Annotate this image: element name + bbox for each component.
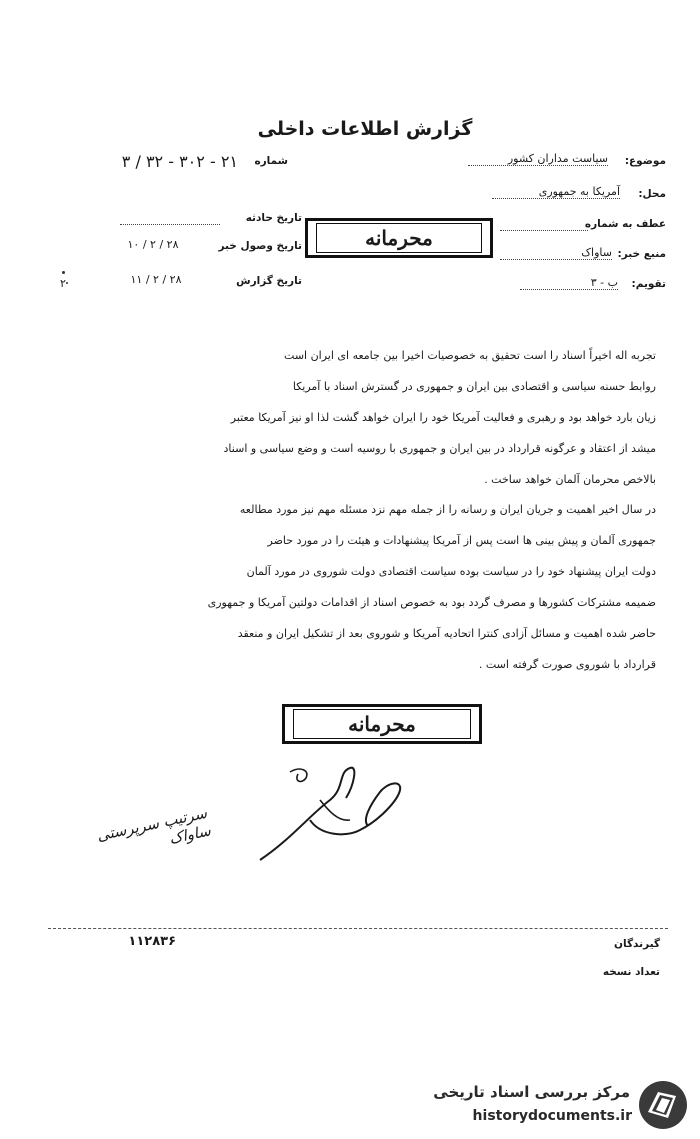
number-value: ۲۱ - ۳۰۲ - ۳۲ / ۳ [121, 152, 238, 171]
event-date-blank [120, 224, 220, 225]
text-line: روابط حسنه سیاسی و اقتصادی بین ایران و جمهوری در گسترش اسناد با آمریکا [292, 380, 656, 393]
classification-stamp-bottom [282, 704, 482, 744]
paragraph-1 [80, 340, 656, 495]
report-date-value: ۲۸ / ۲ / ۱۱ [130, 273, 182, 286]
ref-blank [500, 230, 588, 231]
text-line: بالاخص محرمان آلمان خواهد ساخت . [484, 473, 656, 486]
handwritten-note: سرتیپ سرپرستی ساواک [95, 803, 213, 848]
report-date-label: تاریخ گزارش [236, 275, 302, 287]
ref-label: عطف به شماره [584, 218, 666, 230]
text-line: قرارداد با شوروی صورت گرفته است . [478, 658, 656, 671]
text-line: جمهوری آلمان و پیش بینی ها است پس از آمریکا پیشنهادات و هیئت را در مورد حاضر [267, 534, 656, 547]
scan-speck [62, 271, 65, 274]
archive-logo-icon [636, 1078, 690, 1132]
text-line: تجربه اله اخیراً اسناد را است تحقیق به خصوصیات اخیرا بین جامعه ای ایران است [284, 349, 656, 362]
receipt-date-label: تاریخ وصول خبر [218, 240, 302, 252]
classification-stamp-bottom-text: محرمانه [293, 709, 471, 739]
subject-value: سیاست مداران کشور [468, 152, 608, 166]
subject-label: موضوع: [624, 155, 666, 167]
side-mark: ۲ [60, 277, 66, 290]
receipt-date-value: ۲۸ / ۲ / ۱۰ [127, 238, 179, 251]
text-line: ضمیمه مشترکات کشورها و مصرف گردد بود به خصوص اسناد از اقدامات دولتین آمریکا و جمهوری [207, 596, 656, 609]
origin-value: ساواک [500, 246, 612, 260]
text-line: زیان بارد خواهد بود و رهبری و فعالیت آمریکا خود را ایران خواهد گشت لذا او نیز آمریکا معتبر [230, 411, 656, 424]
rating-value: ب - ۳ [520, 276, 618, 290]
source-value: آمریکا به جمهوری [492, 185, 620, 199]
text-line: میشد از اعتقاد و عرگونه قرارداد در بین ایران و جمهوری با روسیه است و وضع سیاسی و اسناد [223, 442, 656, 455]
origin-label: منبع خبر: [617, 248, 666, 260]
event-date-label: تاریخ حادثه [245, 212, 302, 224]
watermark-url: historydocuments.ir [472, 1108, 632, 1124]
watermark-name: مرکز بررسی اسناد تاریخی [433, 1083, 630, 1101]
archive-number: ۱۱۲۸۳۶ [128, 934, 176, 949]
text-line: در سال اخیر اهمیت و جریان ایران و رسانه را از جمله مهم نزد مسئله مهم نیز مورد مطالعه [239, 503, 656, 516]
paragraph-2 [60, 494, 656, 680]
signature-scribble [250, 760, 430, 870]
number-label: شماره [254, 155, 288, 167]
copies-label: تعداد نسخه [602, 966, 660, 978]
text-line: دولت ایران پیشنهاد خود را در سیاست بوده سیاست اقتصادی دولت شوروی در مورد آلمان [246, 565, 656, 578]
classification-stamp-text: محرمانه [316, 223, 482, 253]
source-label: محل: [638, 188, 666, 200]
rating-label: تقویم: [631, 278, 666, 290]
bottom-divider [48, 928, 668, 929]
distribution-label: گیرندگان [614, 938, 660, 950]
text-line: حاضر شده اهمیت و مسائل آزادی کنترا اتحادیه آمریکا و شوروی بعد از تشکیل ایران و منعقد [237, 627, 656, 640]
classification-stamp [305, 218, 493, 258]
document-title: گزارش اطلاعات داخلی [257, 118, 473, 140]
